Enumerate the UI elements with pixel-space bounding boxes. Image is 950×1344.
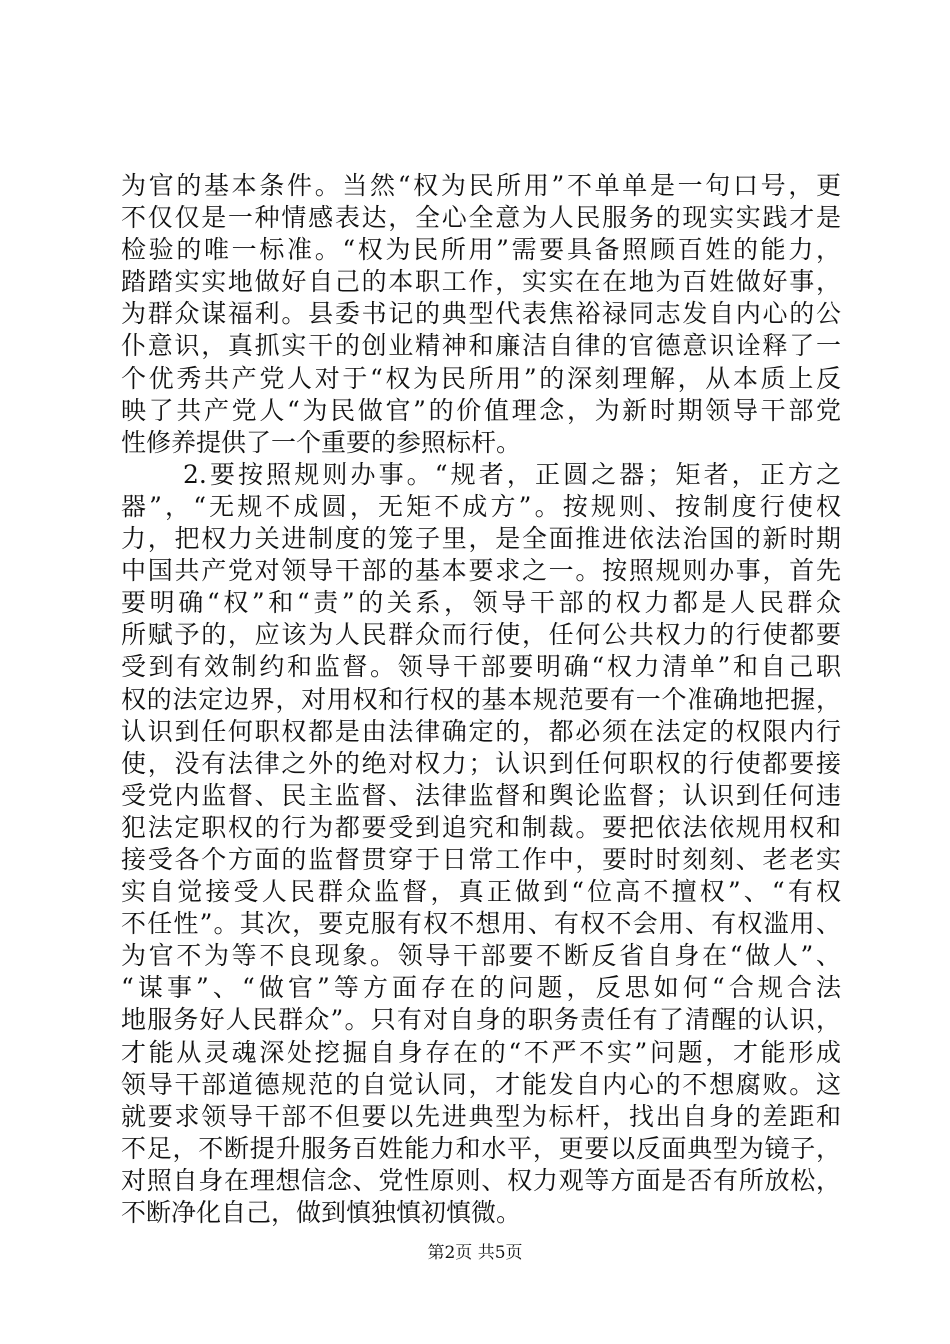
text-line: 犯法定职权的行为都要受到追究和制裁。要把依法依规用权和 — [121, 812, 841, 842]
text-line: 性修养提供了一个重要的参照标杆。 — [121, 427, 522, 457]
text-line: 不任性”。其次，要克服有权不想用、有权不会用、有权滥用、 — [121, 909, 841, 939]
text-line: 为官的基本条件。当然“权为民所用”不单单是一句口号，更 — [121, 171, 841, 200]
text-line: 检验的唯一标准。“权为民所用”需要具备照顾百姓的能力， — [121, 235, 841, 265]
text-line: 接受各个方面的监督贯穿于日常工作中，要时时刻刻、老老实 — [121, 844, 841, 874]
text-line: 力，把权力关进制度的笼子里，是全面推进依法治国的新时期 — [121, 524, 841, 554]
text-line: 使，没有法律之外的绝对权力；认识到任何职权的行使都要接 — [121, 748, 841, 778]
text-line: 就要求领导干部不但要以先进典型为标杆，找出自身的差距和 — [121, 1101, 841, 1131]
text-line: 中国共产党对领导干部的基本要求之一。按照规则办事，首先 — [121, 556, 841, 586]
text-line: 不足，不断提升服务百姓能力和水平，更要以反面典型为镜子， — [121, 1133, 841, 1163]
text-line: 仆意识，真抓实干的创业精神和廉洁自律的官德意识诠释了一 — [121, 331, 841, 361]
text-line: 不断净化自己，做到慎独慎初慎微。 — [121, 1198, 522, 1227]
text-line: 个优秀共产党人对于“权为民所用”的深刻理解，从本质上反 — [121, 363, 841, 393]
text-line: 映了共产党人“为民做官”的价值理念，为新时期领导干部党 — [121, 395, 841, 425]
page-number-footer: 第2页 共5页 — [427, 1243, 523, 1263]
text-line: 器”，“无规不成圆，无矩不成方”。按规则、按制度行使权 — [121, 491, 841, 521]
text-line: 对照自身在理想信念、党性原则、权力观等方面是否有所放松， — [121, 1165, 841, 1195]
text-line: 实自觉接受人民群众监督，真正做到“位高不擅权”、“有权 — [121, 877, 841, 907]
text-line: 认识到任何职权都是由法律确定的，都必须在法定的权限内行 — [121, 716, 841, 746]
text-line: 受党内监督、民主监督、法律监督和舆论监督；认识到任何违 — [121, 780, 841, 810]
text-line: 为官不为等不良现象。领导干部要不断反省自身在“做人”、 — [121, 941, 841, 971]
text-line: 才能从灵魂深处挖掘自身存在的“不严不实”问题，才能形成 — [121, 1037, 841, 1067]
text-line: 领导干部道德规范的自觉认同，才能发自内心的不想腐败。这 — [121, 1069, 841, 1099]
text-line: 所赋予的，应该为人民群众而行使，任何公共权力的行使都要 — [121, 620, 841, 650]
text-line: 不仅仅是一种情感表达，全心全意为人民服务的现实实践才是 — [121, 203, 841, 233]
text-line: “谋事”、“做官”等方面存在的问题，反思如何“合规合法 — [121, 973, 841, 1003]
text-line: 要明确“权”和“责”的关系，领导干部的权力都是人民群众 — [121, 588, 841, 618]
text-line: 受到有效制约和监督。领导干部要明确“权力清单”和自己职 — [121, 652, 841, 682]
text-line: 为群众谋福利。县委书记的典型代表焦裕禄同志发自内心的公 — [121, 299, 841, 329]
text-line: 权的法定边界，对用权和行权的基本规范要有一个准确地把握， — [121, 684, 841, 714]
text-line: 踏踏实实地做好自己的本职工作，实实在在地为百姓做好事， — [121, 267, 841, 297]
text-line: 地服务好人民群众”。只有对自身的职务责任有了清醒的认识， — [121, 1005, 841, 1035]
paragraph-heading-line: 2.要按照规则办事。“规者，正圆之器；矩者，正方之 — [183, 459, 841, 489]
body-text — [121, 170, 841, 1229]
